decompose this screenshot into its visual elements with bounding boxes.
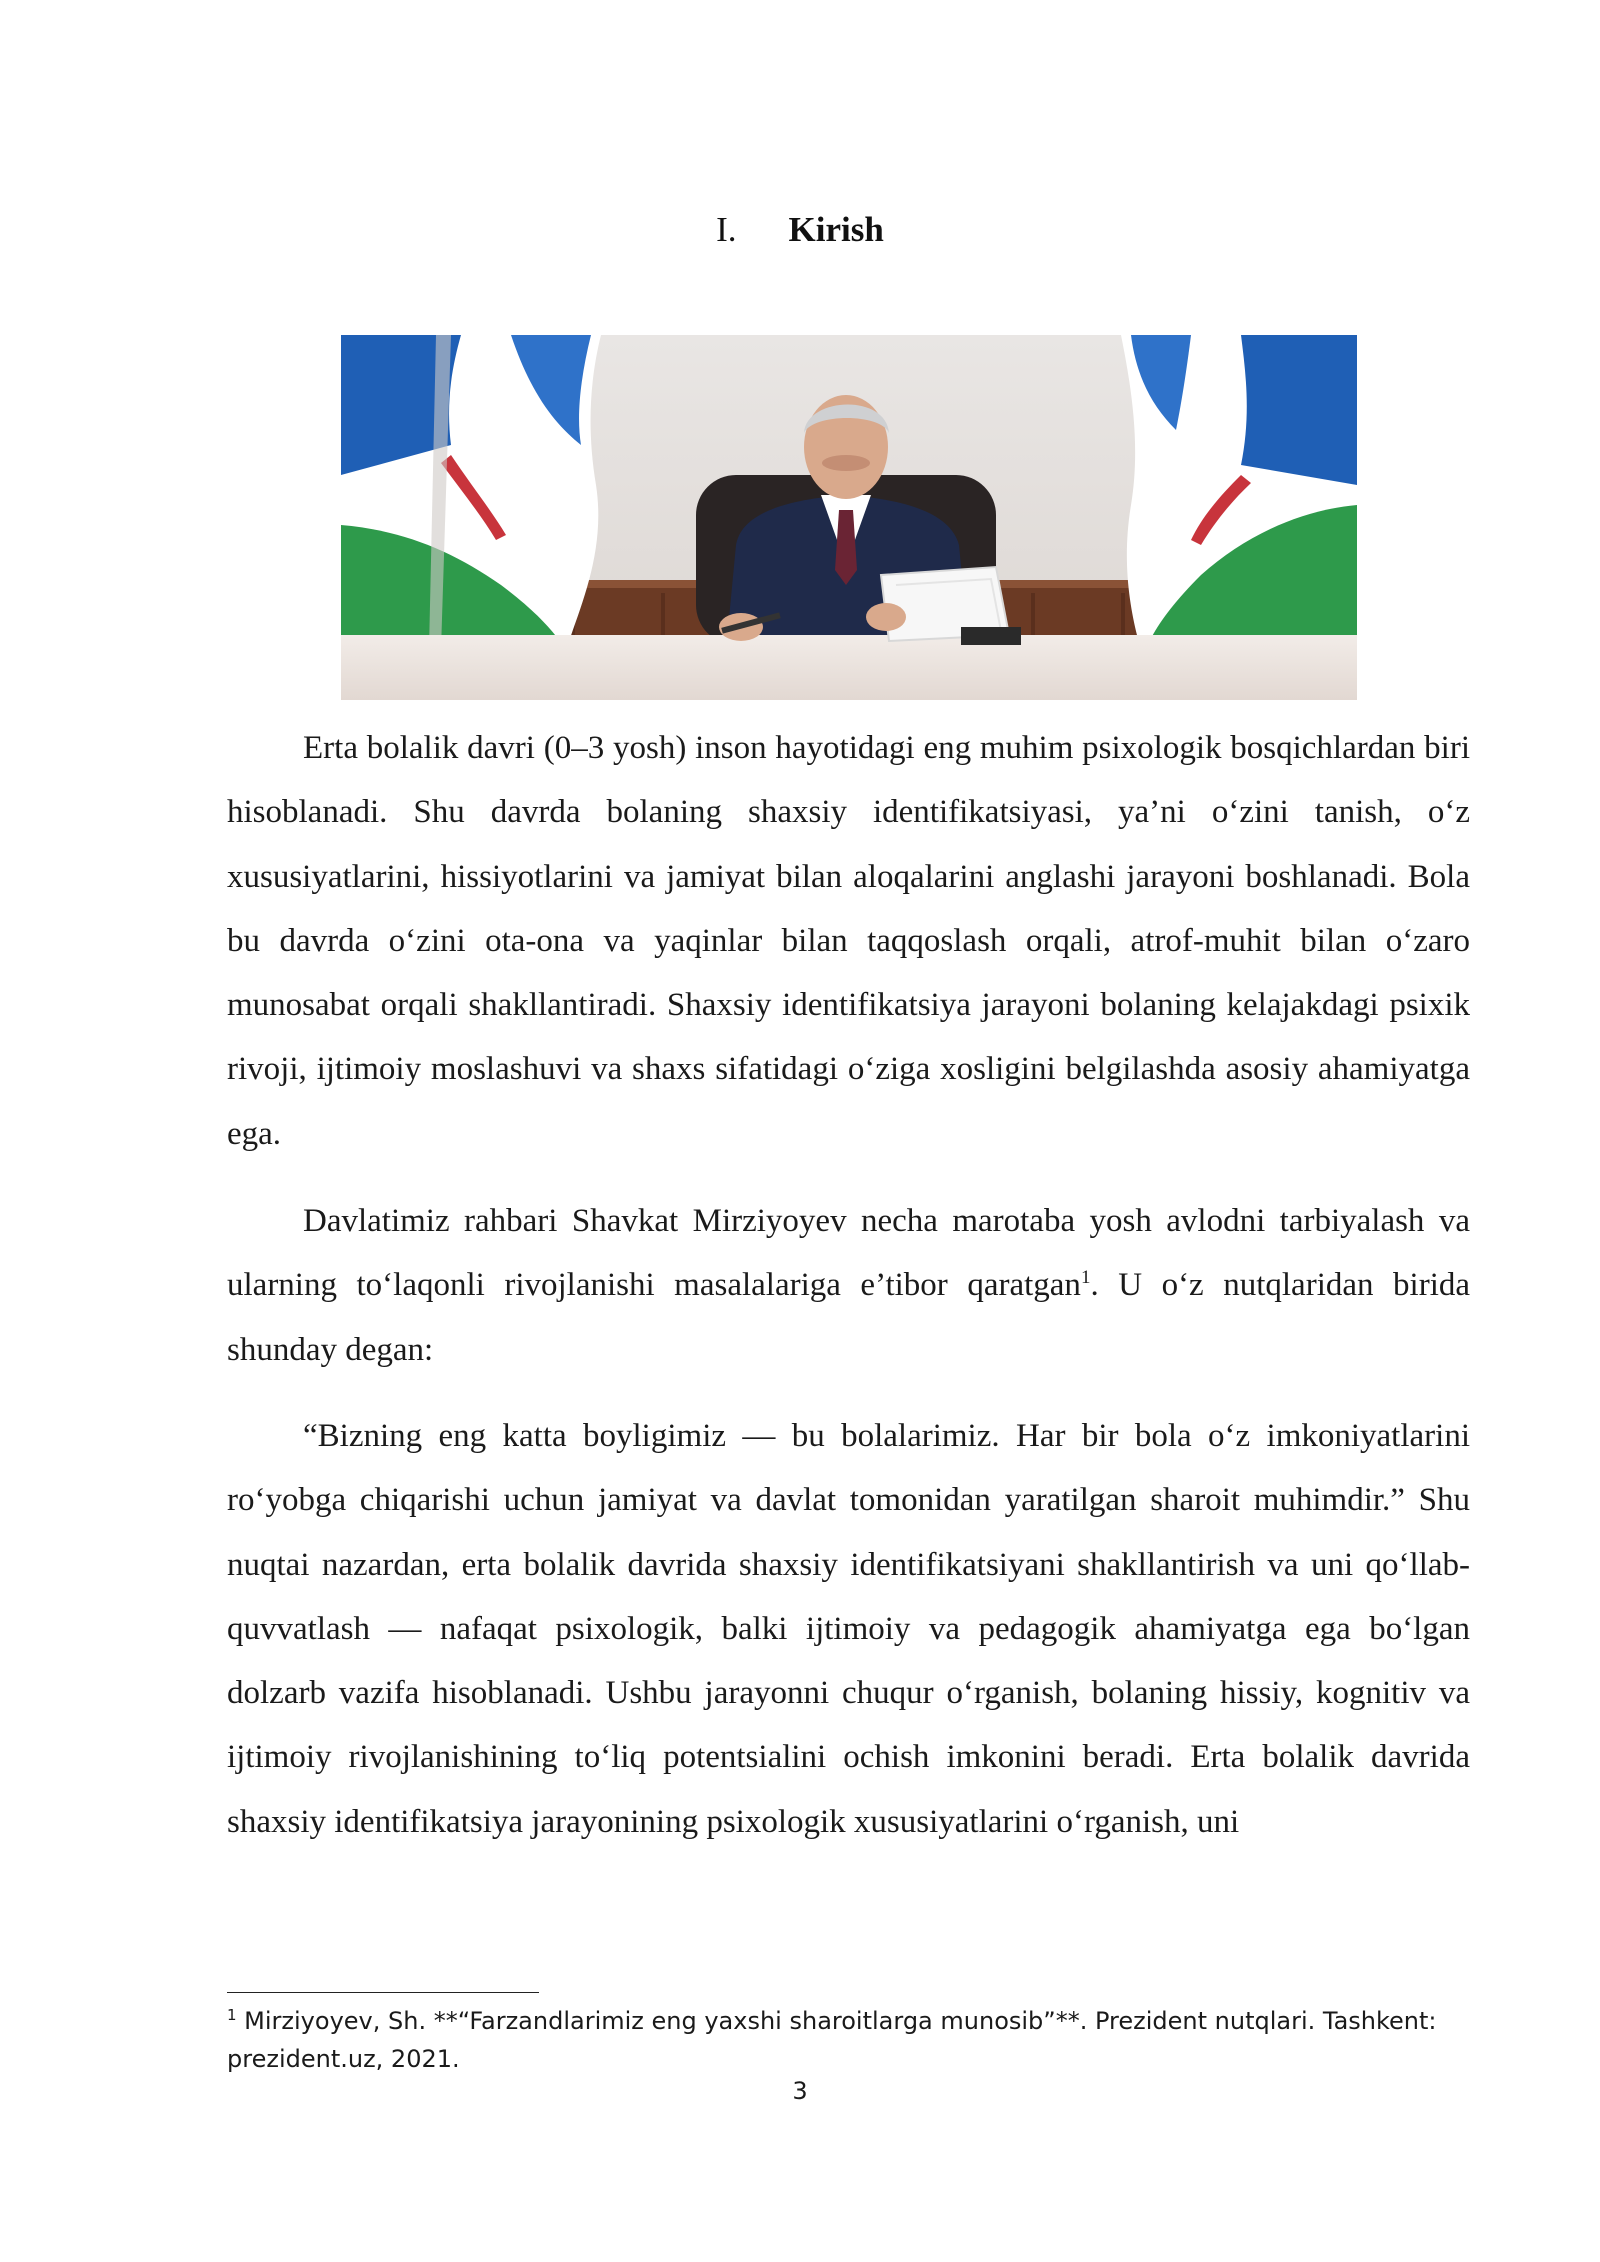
- section-title: Kirish: [788, 210, 884, 249]
- paragraph-text: [227, 1189, 1470, 1382]
- paragraph-text-end: . U o‘z nutqlaridan birida shunday degan:: [227, 1267, 1471, 1368]
- footnote-reference[interactable]: 1: [1080, 1267, 1091, 1289]
- body-paragraph-1: [227, 716, 1470, 1166]
- footnote-mark: 1: [227, 2006, 237, 2024]
- page-number: 3: [792, 2077, 808, 2105]
- footnote-separator: [227, 1992, 539, 1993]
- paragraph-text-start: Davlatimiz rahbari Shavkat Mirziyoyev necha marotaba yosh avlodni tarbiyalash va ularning to‘laqonli rivojlanishi masalalariga e’tibor qaratgan: [227, 1203, 1470, 1304]
- body-paragraph-3: [227, 1404, 1470, 1854]
- section-heading: [0, 210, 1600, 250]
- paragraph-text: “Bizning eng katta boyligimiz — bu bolalarimiz. Har bir bola o‘z imkoniyatlarini ro‘yobga chiqarishi uchun jamiyat va davlat tomonidan yaratilgan sharoit muhimdir.” Shu nuqtai nazardan, erta bolalik davrida shaxsiy identifikatsiyani shakllantirish va uni qo‘llab-quvvatlash — nafaqat psixologik, balki ijtimoiy va pedagogik ahamiyatga ega bo‘lgan dolzarb vazifa hisoblanadi. Ushbu jarayonni chuqur o‘rganish, bolaning hissiy, kognitiv va ijtimoiy rivojlanishining to‘liq potentsialini ochish imkonini beradi. Erta bolalik davrida shaxsiy identifikatsiya jarayonining psixologik xususiyatlarini o‘rganish, uni: [227, 1418, 1470, 1840]
- paragraph-text: Erta bolalik davri (0–3 yosh) inson hayotidagi eng muhim psixologik bosqichlardan biri hisoblanadi. Shu davrda bolaning shaxsiy identifikatsiyasi, ya’ni o‘zini tanish, o‘z xususiyatlarini, hissiyotlarini va jamiyat bilan aloqalarini anglashi jarayoni boshlanadi. Bola bu davrda o‘zini ota-ona va yaqinlar bilan taqqoslash orqali, atrof-muhit bilan o‘zaro munosabat orqali shakllantiradi. Shaxsiy identifikatsiya jarayoni bolaning kelajakdagi psixik rivoji, ijtimoiy moslashuvi va shaxs sifatidagi o‘ziga xosligini belgilashda asosiy ahamiyatga ega.: [227, 730, 1470, 1152]
- president-photo: [341, 335, 1357, 700]
- section-number: I.: [716, 210, 737, 249]
- body-paragraph-2: [227, 1189, 1470, 1382]
- footnote: [227, 2002, 1467, 2078]
- footnote-text: Mirziyoyev, Sh. **“Farzandlarimiz eng yaxshi sharoitlarga munosib”**. Prezident nutqlari. Tashkent: prezident.uz, 2021.: [227, 2007, 1437, 2073]
